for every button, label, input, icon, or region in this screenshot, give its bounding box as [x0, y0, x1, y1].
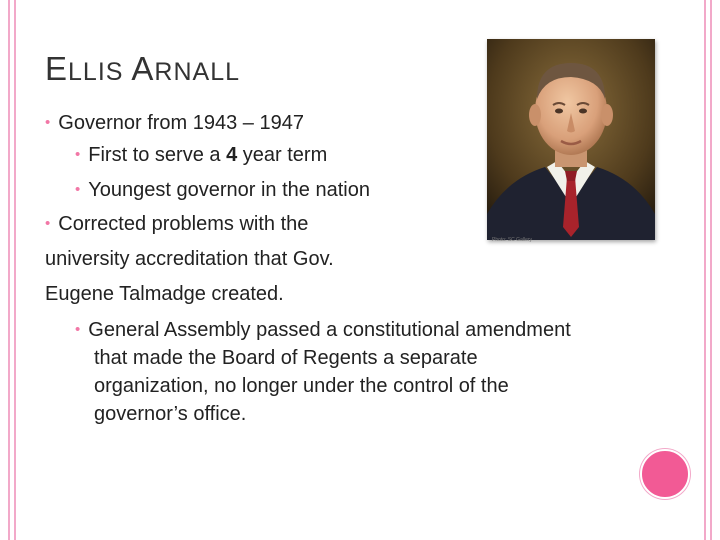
portrait-illustration	[487, 39, 655, 240]
decorative-pink-circle	[640, 449, 690, 499]
bullet-text: General Assembly passed a constitutional amendment	[88, 319, 571, 341]
right-border-line-inner	[704, 0, 706, 540]
sub-bullet-amendment-line-1	[75, 318, 571, 342]
sub-bullet-amendment-line-3: organization, no longer under the control of the	[94, 375, 509, 397]
bullet-text-pre: First to serve a	[88, 144, 227, 166]
sub-bullet-youngest-governor	[75, 178, 370, 202]
portrait-caption: Photo: SC Gallery	[492, 237, 533, 243]
bullet-accreditation-line-3: Eugene Talmadge created.	[45, 283, 284, 305]
title-initial-a: A	[131, 50, 155, 87]
left-border-line-inner	[14, 0, 16, 540]
bullet-dot-icon: •	[75, 146, 81, 163]
slide-title	[45, 50, 240, 88]
left-border-line-outer	[8, 0, 10, 540]
bullet-dot-icon: •	[45, 114, 51, 131]
bullet-dot-icon: •	[45, 215, 51, 232]
bullet-text: Governor from 1943 – 1947	[58, 112, 304, 134]
bullet-governor-term	[45, 111, 304, 135]
portrait-image	[487, 39, 655, 240]
title-rest-ellis: LLIS	[68, 58, 132, 86]
title-initial-e: E	[45, 50, 69, 87]
bullet-text: Corrected problems with the	[58, 213, 309, 235]
bullet-accreditation-line-2: university accreditation that Gov.	[45, 248, 334, 270]
sub-bullet-amendment-line-4: governor’s office.	[94, 403, 247, 425]
bullet-dot-icon: •	[75, 181, 81, 198]
bullet-text-post: year term	[237, 144, 328, 166]
bullet-text: Youngest governor in the nation	[88, 179, 370, 201]
right-border-line-outer	[710, 0, 712, 540]
bullet-dot-icon: •	[75, 321, 81, 338]
bullet-text-bold: 4	[226, 144, 238, 166]
sub-bullet-four-year-term	[75, 143, 327, 167]
title-rest-arnall: RNALL	[154, 58, 240, 86]
bullet-accreditation-line-1	[45, 212, 308, 236]
sub-bullet-amendment-line-2: that made the Board of Regents a separate	[94, 347, 478, 369]
